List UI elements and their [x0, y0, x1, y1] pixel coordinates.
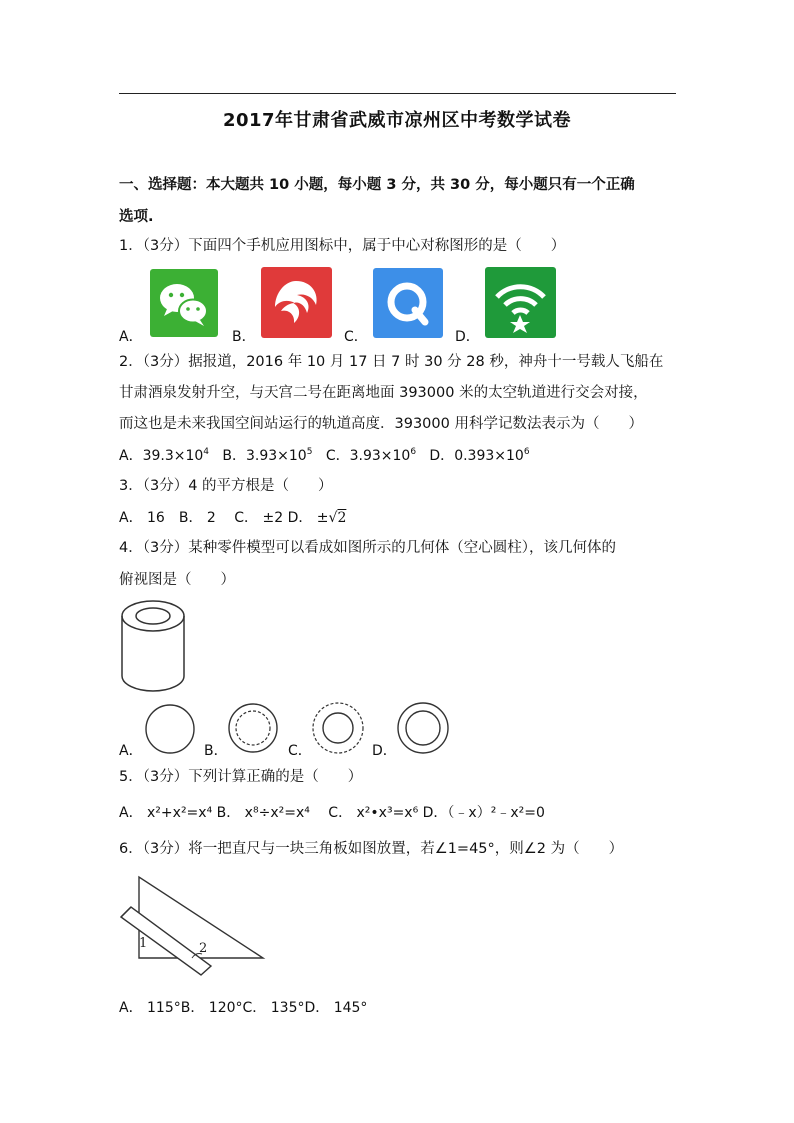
hollow-cylinder-figure	[119, 598, 191, 694]
wifi-icon	[485, 267, 556, 338]
q1-stem: 1．（3分）下面四个手机应用图标中，属于中心对称图形的是（ ）	[119, 238, 566, 254]
section-heading-line2: 选项.	[119, 209, 154, 225]
search-q-icon	[373, 268, 443, 338]
q3-radicand: 2	[337, 510, 347, 526]
q2-option-c: C．$3.93\times 10^6$	[325, 447, 417, 464]
option-b-dashed-inner-circle	[228, 703, 280, 755]
page-title: 2017年甘肃省武威市凉州区中考数学试卷	[222, 110, 572, 131]
section-heading-line1: 一、选择题：本大题共 10 小题，每小题 3 分，共 30 分，每小题只有一个正确	[119, 177, 635, 193]
q2-line2: 甘肃酒泉发射升空，与天宫二号在距离地面 393000 米的太空轨道进行交会对接，	[119, 385, 648, 401]
q3-stem: 3．（3分）4 的平方根是（ ）	[119, 478, 333, 494]
q5-options: A． x²+x²=x⁴ B． x⁸÷x²=x⁴ C． x²•x³=x⁶ D．（﹣x）²﹣x²=0	[119, 805, 545, 821]
q2-option-d: D．$0.393\times 10^6$	[429, 447, 530, 464]
q4-line1: 4．（3分）某种零件模型可以看成如图所示的几何体（空心圆柱），该几何体的	[119, 540, 616, 556]
q2-option-a: A．$39.3\times 10^4$	[119, 447, 210, 464]
q3-options: A． 16 B． 2 C． ±2 D． ±√2	[119, 510, 347, 526]
angle-2-label: 2	[199, 941, 208, 956]
q4-line2: 俯视图是（ ）	[119, 572, 235, 588]
q6-stem: 6．（3分）将一把直尺与一块三角板如图放置，若∠1=45°，则∠2 为（ ）	[119, 841, 624, 857]
q4-label-c: C．	[288, 743, 312, 759]
q1-label-b: B．	[232, 329, 256, 345]
phoenix-icon	[261, 267, 332, 338]
wechat-icon	[150, 269, 218, 337]
q5-stem: 5．（3分）下列计算正确的是（ ）	[119, 769, 363, 785]
q2-option-b: B．$3.93\times 10^5$	[222, 447, 313, 464]
q6-options: A． 115°B． 120°C． 135°D． 145°	[119, 1000, 368, 1016]
ruler	[121, 907, 211, 975]
q1-label-c: C．	[344, 329, 368, 345]
q2-options	[119, 448, 530, 463]
ruler-triangle-figure	[118, 872, 268, 978]
q4-label-d: D．	[372, 743, 397, 759]
q2-line3: 而这也是未来我国空间站运行的轨道高度．393000 用科学记数法表示为（ ）	[119, 416, 643, 432]
angle-1-label: 1	[139, 936, 148, 951]
option-a-single-circle	[145, 704, 197, 756]
q1-label-a: A．	[119, 329, 143, 345]
option-c-dashed-outer-circle	[312, 702, 366, 756]
q4-label-b: B．	[204, 743, 228, 759]
q2-line1: 2．（3分）据报道，2016 年 10 月 17 日 7 时 30 分 28 秒，神舟十一号载人飞船在	[119, 354, 664, 370]
q4-label-a: A．	[119, 743, 143, 759]
header-rule	[119, 93, 676, 94]
option-d-concentric-circles	[397, 702, 451, 756]
q1-label-d: D．	[455, 329, 480, 345]
